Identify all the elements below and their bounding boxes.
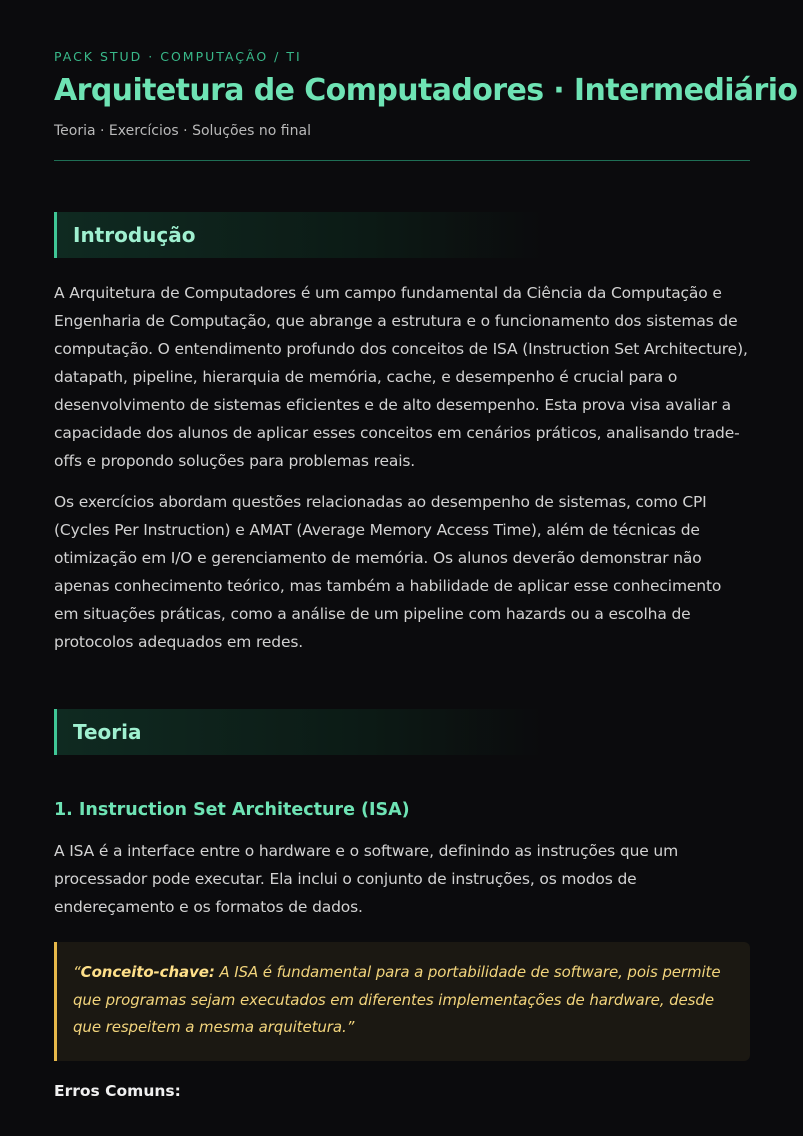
callout-key-label: Conceito-chave: (80, 963, 215, 981)
subsection-title-isa: 1. Instruction Set Architecture (ISA) (54, 800, 410, 820)
page-subtitle: Teoria · Exercícios · Soluções no final (54, 123, 311, 139)
header-kicker: PACK STUD · COMPUTAÇÃO / TI (54, 49, 302, 64)
callout-open-quote: “ (73, 963, 81, 981)
callout-text: A ISA é fundamental para a portabilidade de software, pois permite que programas sejam executados em diferentes implementações de hardware, desde que respeitem a mesma arquitetura.” (73, 963, 721, 1036)
intro-paragraph-2: Os exercícios abordam questões relacionadas ao desempenho de sistemas, como CPI (Cycles Per Instruction) e AMAT (Average Memory Access Time), além de técnicas de otimização em I/O e gerenciamento de memória. Os alunos deverão demonstrar não apenas conhecimento teórico, mas também a habilidade de aplicar esse conhecimento em situações práticas, como a análise de um pipeline com hazards ou a escolha de protocolos adequados em redes. (54, 493, 722, 651)
common-errors-label: Erros Comuns: (54, 1081, 181, 1100)
section-heading-introducao: Introdução (54, 212, 750, 258)
document-header (54, 0, 798, 161)
isa-paragraph: A ISA é a interface entre o hardware e o software, definindo as instruções que um processador pode executar. Ela inclui o conjunto de instruções, os modos de endereçamento e os formatos de dados. (54, 842, 679, 916)
key-concept-callout (54, 942, 750, 1061)
section-heading-teoria: Teoria (54, 709, 750, 755)
intro-paragraph-1: A Arquitetura de Computadores é um campo fundamental da Ciência da Computação e Engenharia de Computação, que abrange a estrutura e o funcionamento dos sistemas de computação. O entendimento profundo dos conceitos de ISA (Instruction Set Architecture), datapath, pipeline, hierarquia de memória, cache, e desempenho é crucial para o desenvolvimento de sistemas eficientes e de alto desempenho. Esta prova visa avaliar a capacidade dos alunos de aplicar esses conceitos em cenários práticos, analisando trade-offs e propondo soluções para problemas reais. (54, 284, 748, 470)
page-title: Arquitetura de Computadores · Intermediário (54, 73, 798, 108)
